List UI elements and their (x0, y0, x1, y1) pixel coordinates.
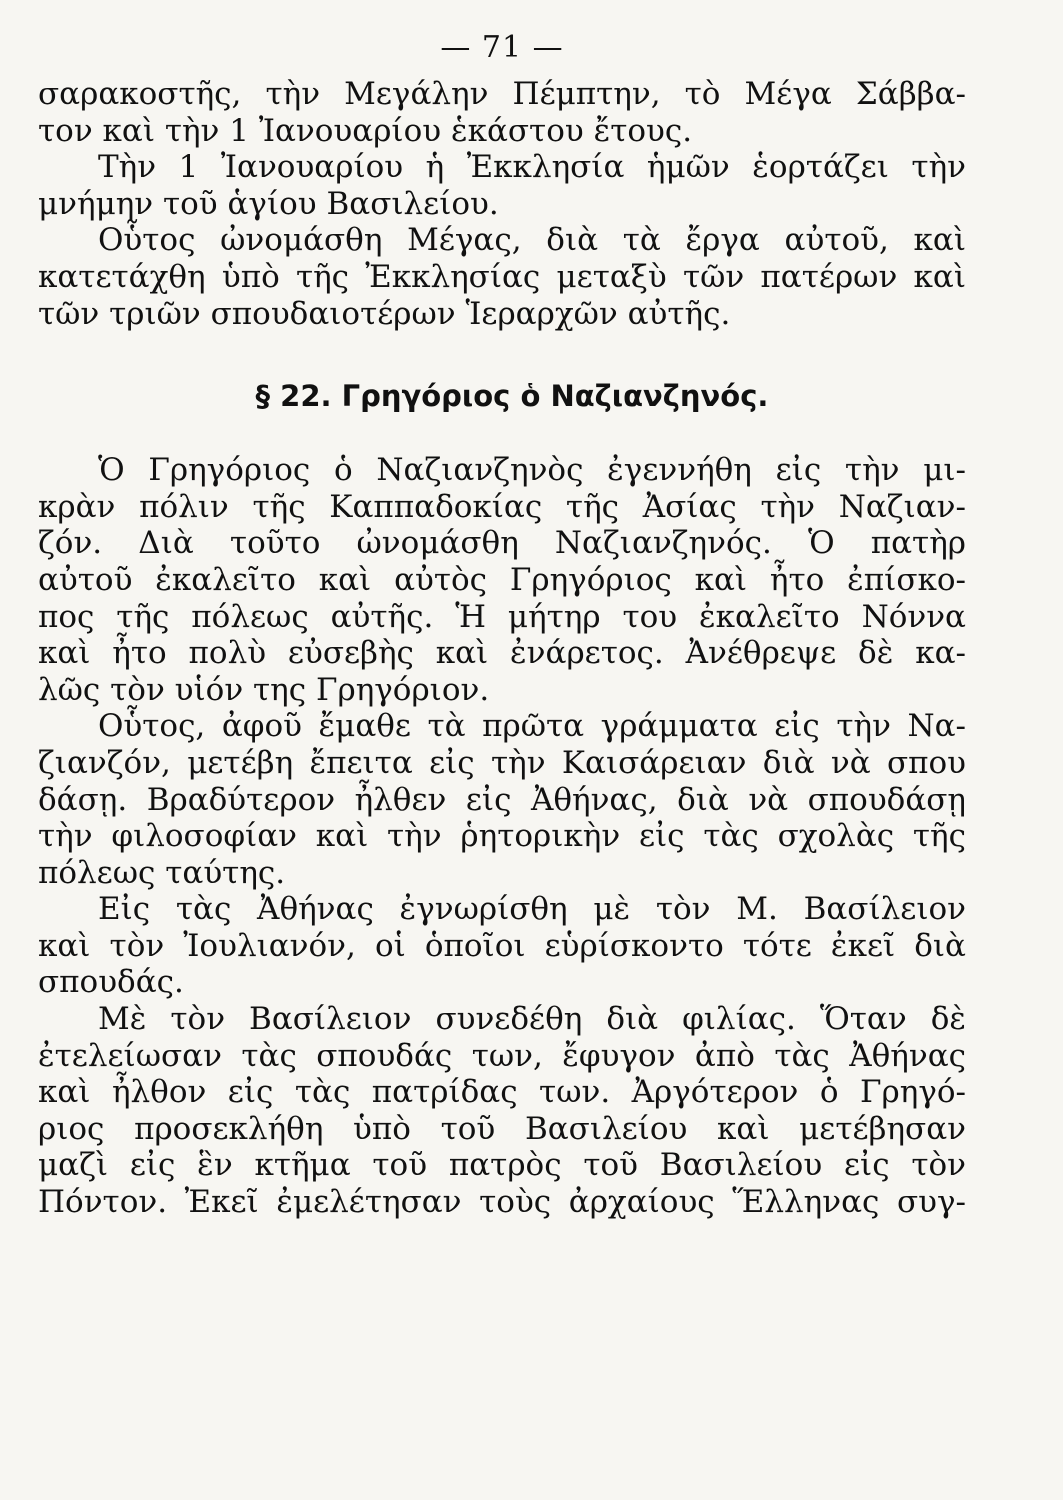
text-line: λῶς τὸν υἱόν της Γρηγόριον. (38, 671, 490, 708)
text-line: σαρακοστῆς, τὴν Μεγάλην Πέμπτην, τὸ Μέγα Σάββα- (38, 76, 966, 112)
paragraph (38, 222, 966, 332)
text-line: τον καὶ τὴν 1 Ἰανουαρίου ἑκάστου ἔτους. (38, 112, 693, 149)
text-line: ζιανζόν, μετέβη ἔπειτα εἰς τὴν Καισάρειαν διὰ νὰ σπου (38, 744, 966, 781)
text-line: μνήμην τοῦ ἁγίου Βασιλείου. (38, 185, 499, 222)
paragraph (38, 1001, 966, 1221)
book-page (38, 28, 966, 1468)
text-line: ἐτελείωσαν τὰς σπουδάς των, ἔφυγον ἀπὸ τὰς Ἀθήνας (38, 1037, 966, 1074)
text-line: ζόν. Διὰ τοῦτο ὠνομάσθη Ναζιανζηνός. Ὁ πατὴρ (38, 525, 966, 562)
text-before-heading (38, 76, 966, 332)
paragraph (38, 452, 966, 708)
text-line: Ὁ Γρηγόριος ὁ Ναζιανζηνὸς ἐγεννήθη εἰς τὴν μι- (98, 452, 966, 489)
text-line: αὐτοῦ ἐκαλεῖτο καὶ αὐτὸς Γρηγόριος καὶ ἦτο ἐπίσκο- (38, 561, 966, 598)
text-line: καὶ ἦλθον εἰς τὰς πατρίδας των. Ἀργότερον ὁ Γρηγό- (38, 1074, 966, 1111)
text-line: ριος προσεκλήθη ὑπὸ τοῦ Βασιλείου καὶ μετέβησαν (38, 1110, 966, 1147)
paragraph (38, 891, 966, 1001)
section-heading: § 22. Γρηγόριος ὁ Ναζιανζηνός. (255, 379, 769, 414)
text-line: Τὴν 1 Ἰανουαρίου ἡ Ἐκκλησία ἡμῶν ἑορτάζει τὴν (98, 149, 966, 186)
text-line: κρὰν πόλιν τῆς Καππαδοκίας τῆς Ἀσίας τὴν Ναζιαν- (38, 488, 966, 525)
text-line: καὶ ἦτο πολὺ εὐσεβὴς καὶ ἐνάρετος. Ἀνέθρεψε δὲ κα- (38, 635, 966, 672)
page-number: — 71 — (440, 30, 564, 65)
paragraph (38, 708, 966, 891)
text-line: τῶν τριῶν σπουδαιοτέρων Ἱεραρχῶν αὐτῆς. (38, 295, 731, 332)
paragraph (38, 149, 966, 222)
paragraph (38, 76, 966, 149)
text-after-heading (38, 452, 966, 1220)
text-line: καὶ τὸν Ἰουλιανόν, οἱ ὁποῖοι εὑρίσκοντο τότε ἐκεῖ διὰ (38, 927, 966, 964)
text-line: Εἰς τὰς Ἀθήνας ἐγνωρίσθη μὲ τὸν Μ. Βασίλειον (98, 891, 966, 928)
text-line: Μὲ τὸν Βασίλειον συνεδέθη διὰ φιλίας. Ὅταν δὲ (98, 1001, 966, 1038)
text-line: σπουδάς. (38, 964, 184, 1001)
text-line: πος τῆς πόλεως αὐτῆς. Ἡ μήτηρ του ἐκαλεῖτο Νόννα (38, 598, 966, 635)
text-line: κατετάχθη ὑπὸ τῆς Ἐκκλησίας μεταξὺ τῶν πατέρων καὶ (38, 258, 966, 295)
text-line: δάσῃ. Βραδύτερον ἦλθεν εἰς Ἀθήνας, διὰ νὰ σπουδάσῃ (38, 781, 966, 818)
text-line: Οὗτος, ἀφοῦ ἔμαθε τὰ πρῶτα γράμματα εἰς τὴν Να- (98, 708, 966, 745)
text-line: πόλεως ταύτης. (38, 854, 286, 891)
text-line: μαζὶ εἰς ἓν κτῆμα τοῦ πατρὸς τοῦ Βασιλείου εἰς τὸν (38, 1147, 966, 1184)
text-line: Οὗτος ὠνομάσθη Μέγας, διὰ τὰ ἔργα αὐτοῦ, καὶ (98, 222, 966, 259)
text-line: Πόντον. Ἐκεῖ ἐμελέτησαν τοὺς ἀρχαίους Ἕλληνας συγ- (38, 1184, 966, 1221)
text-line: τὴν φιλοσοφίαν καὶ τὴν ῥητορικὴν εἰς τὰς σχολὰς τῆς (38, 818, 966, 855)
